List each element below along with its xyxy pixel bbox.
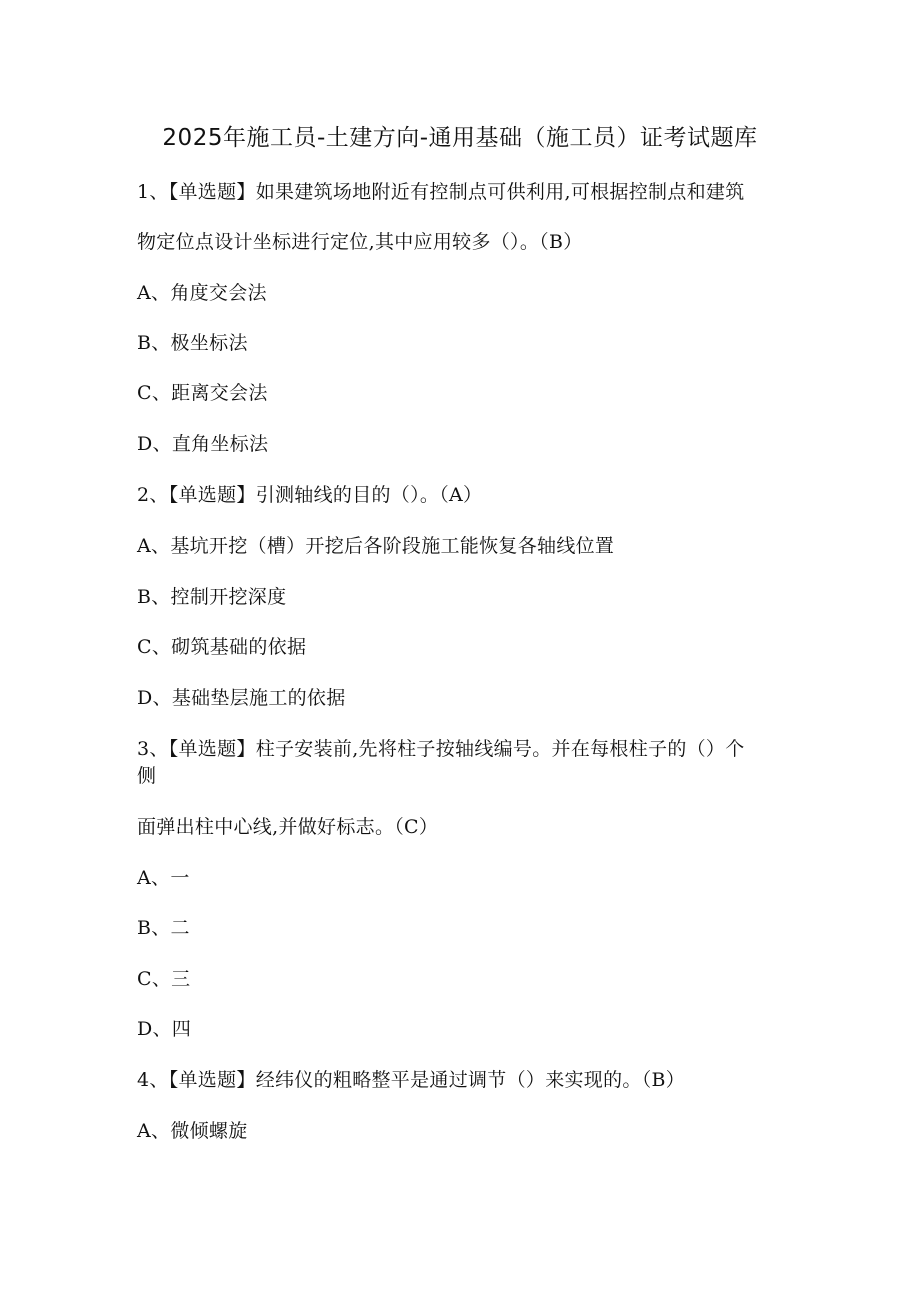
question-3-option-c: C、三 — [137, 968, 191, 990]
document-title: 2025年施工员-土建方向-通用基础（施工员）证考试题库 — [162, 125, 758, 151]
question-1-option-b: B、极坐标法 — [137, 332, 248, 354]
question-1-option-c: C、距离交会法 — [137, 382, 268, 404]
question-3-option-b: B、二 — [137, 917, 190, 939]
question-2-stem: 2、【单选题】引测轴线的目的（）。（A） — [137, 484, 483, 506]
question-3-option-a: A、一 — [137, 867, 190, 889]
question-1-option-d: D、直角坐标法 — [137, 433, 269, 455]
question-2-option-a: A、基坑开挖（槽）开挖后各阶段施工能恢复各轴线位置 — [137, 535, 615, 557]
question-2-option-d: D、基础垫层施工的依据 — [137, 687, 346, 709]
question-2-option-c: C、砌筑基础的依据 — [137, 636, 307, 658]
question-4-option-a: A、微倾螺旋 — [137, 1120, 248, 1142]
question-3-option-d: D、四 — [137, 1018, 192, 1040]
question-4-stem: 4、【单选题】经纬仪的粗略整平是通过调节（）来实现的。（B） — [137, 1069, 686, 1091]
question-2-option-b: B、控制开挖深度 — [137, 586, 287, 608]
question-3-stem-line-2: 面弹出柱中心线,并做好标志。（C） — [137, 816, 439, 838]
question-1-option-a: A、角度交会法 — [137, 282, 267, 304]
question-3-stem-line-1: 3、【单选题】柱子安装前,先将柱子按轴线编号。并在每根柱子的（）个 — [137, 738, 745, 760]
question-1-stem-line-1: 1、【单选题】如果建筑场地附近有控制点可供利用,可根据控制点和建筑 — [137, 181, 745, 203]
question-1-stem-line-2: 物定位点设计坐标进行定位,其中应用较多（）。（B） — [137, 231, 583, 253]
question-3-stem-line-1-wrap: 侧 — [137, 765, 157, 787]
